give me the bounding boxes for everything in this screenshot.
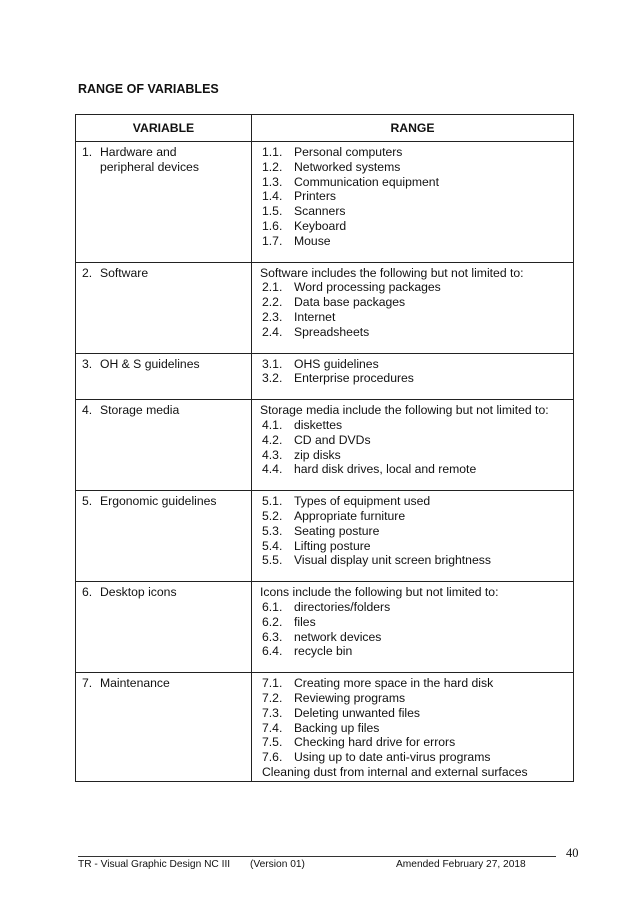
variable-number: 1. (82, 145, 93, 159)
range-item-text: Lifting posture (294, 538, 371, 553)
range-intro: Storage media include the following but not limited to: (260, 403, 549, 418)
variable-cell (76, 353, 252, 400)
range-item (262, 175, 569, 190)
range-trailing-note: Cleaning dust from internal and external surfaces (262, 764, 528, 779)
variable-cell (76, 400, 252, 491)
range-item-text: Spreadsheets (294, 324, 370, 339)
variable-name: Ergonomic guidelines (100, 494, 217, 509)
range-item (262, 280, 569, 295)
range-item-number: 3.1. (262, 356, 283, 371)
variable-name: OH & S guidelines (100, 356, 200, 371)
table-header-row (76, 115, 574, 142)
range-cell (252, 353, 574, 400)
range-item (262, 553, 569, 568)
range-item-number: 4.1. (262, 417, 283, 432)
range-item-number: 5.1. (262, 494, 283, 509)
range-cell (252, 673, 574, 782)
range-item-text: hard disk drives, local and remote (294, 462, 477, 477)
range-item (262, 204, 569, 219)
range-item (262, 750, 569, 765)
footer-version: (Version 01) (250, 859, 305, 870)
range-item-number: 6.4. (262, 644, 283, 659)
variable-number: 5. (82, 494, 93, 509)
variable-name: Desktop icons (100, 585, 177, 600)
variable-number: 7. (82, 676, 93, 691)
variable-number: 6. (82, 585, 93, 600)
range-item-text: recycle bin (294, 644, 353, 659)
range-column-header: RANGE (252, 115, 574, 142)
table-row (76, 400, 574, 491)
range-item-text: Creating more space in the hard disk (294, 676, 494, 691)
range-item (262, 160, 569, 175)
variable-cell (76, 262, 252, 353)
range-item-number: 2.1. (262, 280, 283, 295)
table-row (76, 262, 574, 353)
table-body (76, 142, 574, 782)
range-intro: Software includes the following but not limited to: (260, 265, 524, 280)
range-item-number: 2.4. (262, 324, 283, 339)
range-cell (252, 142, 574, 263)
range-item-number: 1.5. (262, 204, 283, 219)
range-cell (252, 491, 574, 582)
range-item (262, 676, 569, 691)
table-row (76, 491, 574, 582)
variable-cell (76, 582, 252, 673)
range-item-number: 4.2. (262, 432, 283, 447)
range-item-number: 5.4. (262, 538, 283, 553)
variable-name: Storage media (100, 403, 180, 418)
range-item-text: files (294, 614, 316, 629)
range-item-text: Mouse (294, 233, 331, 248)
range-item-text: Deleting unwanted files (294, 705, 421, 720)
range-item (262, 371, 569, 386)
range-item-number: 7.3. (262, 705, 283, 720)
range-item-text: Internet (294, 309, 336, 324)
range-item (262, 295, 569, 310)
range-of-variables-table (75, 114, 574, 782)
variable-number: 3. (82, 356, 93, 371)
range-item-number: 5.3. (262, 523, 283, 538)
range-item-number: 1.4. (262, 189, 283, 204)
range-item (262, 325, 569, 340)
range-item-text: Using up to date anti-virus programs (294, 750, 491, 765)
table-row (76, 142, 574, 263)
variable-cell (76, 673, 252, 782)
range-item (262, 524, 569, 539)
range-item-number: 1.3. (262, 174, 283, 189)
range-item-number: 1.2. (262, 159, 283, 174)
range-item-text: Keyboard (294, 218, 347, 233)
variable-column-header: VARIABLE (76, 115, 252, 142)
range-item-number: 7.4. (262, 720, 283, 735)
range-item-text: network devices (294, 629, 382, 644)
variable-name: Maintenance (100, 676, 170, 691)
range-item (262, 706, 569, 721)
range-item-number: 5.5. (262, 553, 283, 568)
range-item-number: 1.6. (262, 218, 283, 233)
range-item-number: 5.2. (262, 508, 283, 523)
range-item (262, 691, 569, 706)
variable-number: 2. (82, 265, 93, 280)
range-item-number: 7.6. (262, 750, 283, 765)
range-item-number: 1.7. (262, 233, 283, 248)
table-row (76, 582, 574, 673)
range-item-text: Word processing packages (294, 280, 441, 295)
range-item-text: Appropriate furniture (294, 508, 406, 523)
range-item (262, 310, 569, 325)
range-item (262, 630, 569, 645)
range-item (262, 721, 569, 736)
range-item-number: 7.5. (262, 735, 283, 750)
variable-name: Software (100, 265, 149, 280)
range-item-text: zip disks (294, 447, 341, 462)
footer-document-title: TR - Visual Graphic Design NC III (78, 859, 231, 870)
range-item-text: Enterprise procedures (294, 371, 414, 386)
range-item (262, 433, 569, 448)
footer-amended-date: Amended February 27, 2018 (396, 859, 526, 870)
range-cell (252, 582, 574, 673)
range-item (262, 418, 569, 433)
range-item-text: Scanners (294, 204, 346, 219)
variable-cell (76, 491, 252, 582)
range-item (262, 189, 569, 204)
range-item-text: Visual display unit screen brightness (294, 553, 491, 568)
range-item-number: 6.1. (262, 599, 283, 614)
range-item-text: Data base packages (294, 295, 406, 310)
range-item-text: OHS guidelines (294, 356, 379, 371)
range-item (262, 219, 569, 234)
range-item-number: 3.2. (262, 371, 283, 386)
range-item-number: 4.4. (262, 462, 283, 477)
range-item-number: 1.1. (262, 145, 283, 159)
range-item-number: 2.2. (262, 295, 283, 310)
range-item (262, 539, 569, 554)
range-item-text: Backing up files (294, 720, 380, 735)
range-item-number: 2.3. (262, 309, 283, 324)
range-item-text: directories/folders (294, 599, 391, 614)
range-item-text: Types of equipment used (294, 494, 431, 509)
range-item-number: 7.1. (262, 676, 283, 691)
range-item (262, 600, 569, 615)
range-item (262, 462, 569, 477)
table-row (76, 673, 574, 782)
range-item-text: Reviewing programs (294, 690, 406, 705)
range-item-text: Checking hard drive for errors (294, 735, 456, 750)
range-item-text: Personal computers (294, 145, 403, 159)
range-item-text: Networked systems (294, 159, 401, 174)
variable-cell (76, 142, 252, 263)
range-item-number: 4.3. (262, 447, 283, 462)
range-item (262, 357, 569, 372)
range-item-text: Seating posture (294, 523, 380, 538)
range-item (262, 509, 569, 524)
range-item (262, 615, 569, 630)
range-item-number: 6.2. (262, 614, 283, 629)
range-item (262, 735, 569, 750)
page-number: 40 (566, 846, 579, 860)
range-cell (252, 262, 574, 353)
range-intro: Icons include the following but not limited to: (260, 585, 499, 600)
page-title: RANGE OF VARIABLES (78, 82, 219, 96)
range-item-text: Printers (294, 189, 336, 204)
range-item (262, 234, 569, 249)
range-item-text: CD and DVDs (294, 432, 371, 447)
footer-divider (78, 856, 556, 857)
range-cell (252, 400, 574, 491)
variable-name: Hardware and peripheral devices (100, 145, 199, 174)
range-item-number: 6.3. (262, 629, 283, 644)
range-item (262, 145, 569, 160)
range-item-number: 7.2. (262, 690, 283, 705)
range-item-text: Communication equipment (294, 174, 439, 189)
table-row (76, 353, 574, 400)
range-item (262, 494, 569, 509)
range-item (262, 448, 569, 463)
variable-number: 4. (82, 403, 93, 418)
range-item-text: diskettes (294, 417, 343, 432)
range-item (262, 644, 569, 659)
